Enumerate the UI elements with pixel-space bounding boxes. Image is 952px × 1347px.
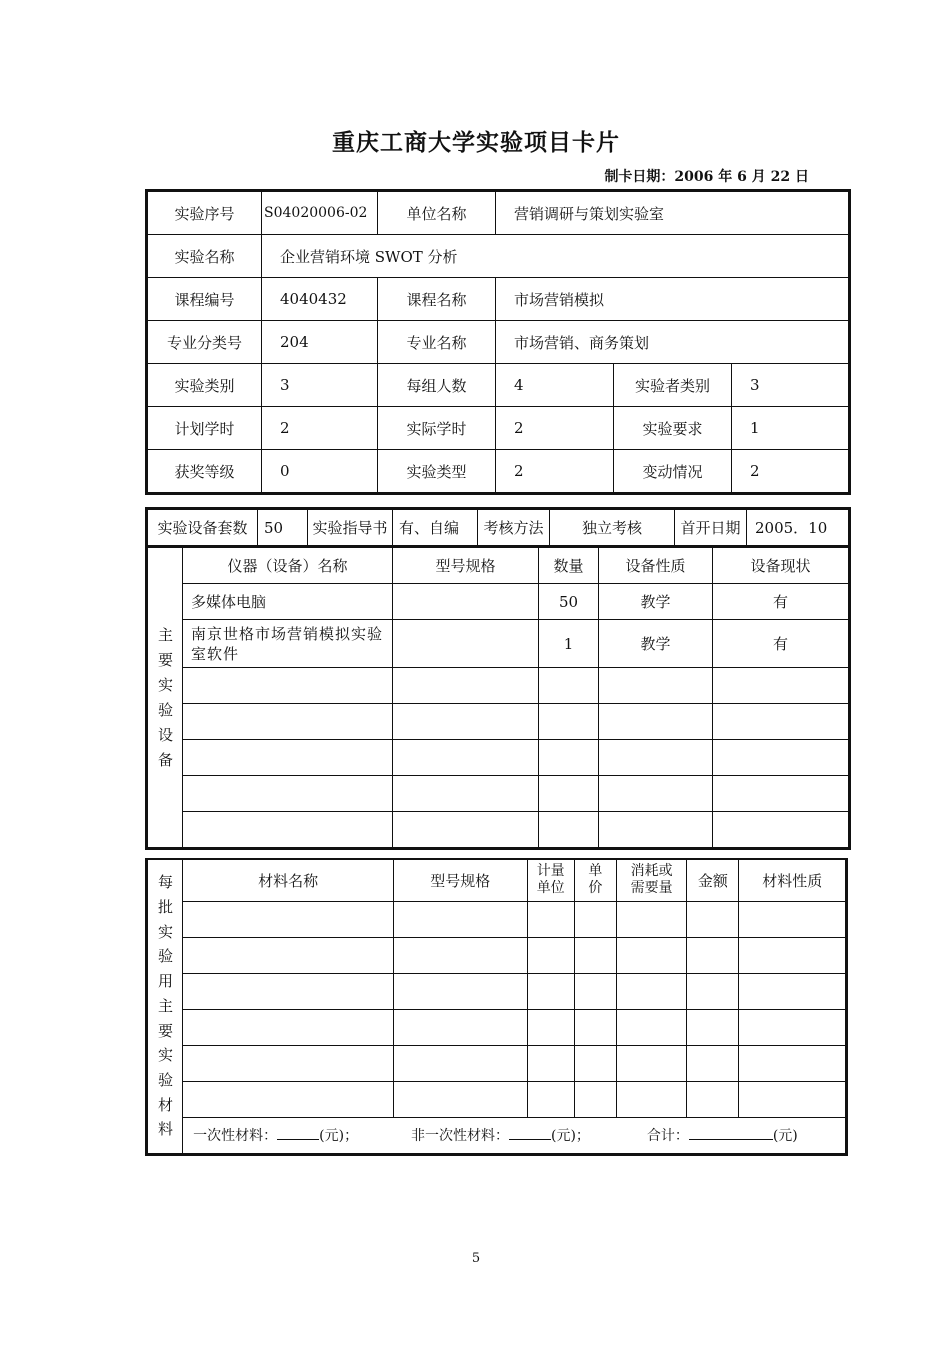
mat-cell (687, 901, 739, 937)
equip-cell: 50 (539, 584, 599, 620)
change-label: 变动情况 (614, 450, 732, 494)
table-row (147, 776, 850, 812)
major-name-value: 市场营销、商务策划 (496, 321, 850, 364)
table-row (147, 1117, 847, 1154)
table-row (147, 704, 850, 740)
mat-cell (739, 1081, 847, 1117)
table-row (147, 584, 850, 620)
table-row (147, 901, 847, 937)
equip-cell (713, 776, 850, 812)
equip-cell (393, 740, 539, 776)
equip-cell (183, 812, 393, 849)
major-code-value: 204 (262, 321, 378, 364)
table-row (147, 548, 850, 584)
page-number: 5 (471, 1251, 481, 1266)
equip-cell (393, 620, 539, 668)
first-date-label: 首开日期 (675, 509, 747, 547)
mat-cell (616, 973, 686, 1009)
equip-cell (183, 704, 393, 740)
unit-a: (元)； (319, 1128, 359, 1144)
exp-name-value: 企业营销环境 SWOT 分析 (262, 235, 850, 278)
unit-label: 单位名称 (378, 191, 496, 235)
table-row (147, 937, 847, 973)
exp-requirement-label: 实验要求 (614, 407, 732, 450)
table-row (147, 278, 850, 321)
mat-cell (687, 1009, 739, 1045)
assess-value: 独立考核 (550, 509, 675, 547)
exp-type-value: 2 (496, 450, 614, 494)
table-row (147, 859, 847, 901)
equip-cell (713, 668, 850, 704)
equip-header-model: 型号规格 (393, 548, 539, 584)
unit-value: 营销调研与策划实验室 (496, 191, 850, 235)
group-size-value: 4 (496, 364, 614, 407)
table-row (147, 1045, 847, 1081)
mat-cell (687, 973, 739, 1009)
equip-header-name: 仪器（设备）名称 (183, 548, 393, 584)
table-row (147, 235, 850, 278)
mat-cell (394, 937, 528, 973)
mat-header-unit: 计量单位 (527, 859, 574, 901)
mat-cell (739, 937, 847, 973)
total-label: 合计： (646, 1128, 689, 1144)
table-row (147, 740, 850, 776)
card-date: 制卡日期：2006 年 6 月 22 日 (604, 169, 809, 185)
course-no-label: 课程编号 (147, 278, 262, 321)
unit-b: (元)； (550, 1128, 590, 1144)
planned-hours-value: 2 (262, 407, 378, 450)
sets-value: 50 (258, 509, 308, 547)
equip-cell (183, 668, 393, 704)
equip-header-qty: 数量 (539, 548, 599, 584)
equip-cell (599, 812, 713, 849)
one-time-blank (277, 1125, 319, 1140)
change-value: 2 (732, 450, 850, 494)
equip-cell (183, 776, 393, 812)
mat-cell (183, 937, 394, 973)
mat-cell (739, 901, 847, 937)
mat-cell (616, 1045, 686, 1081)
mat-cell (394, 973, 528, 1009)
materials-side-label: 每批实验用主要实验材料 (147, 859, 183, 1154)
unit-c: (元) (772, 1128, 798, 1144)
mat-cell (616, 1009, 686, 1045)
mat-header-price: 单价 (574, 859, 616, 901)
major-code-label: 专业分类号 (147, 321, 262, 364)
exp-requirement-value: 1 (732, 407, 850, 450)
table-row (147, 191, 850, 235)
mat-header-amount: 金额 (687, 859, 739, 901)
equip-cell (713, 812, 850, 849)
mat-cell (394, 1081, 528, 1117)
equip-cell: 1 (539, 620, 599, 668)
equip-cell (713, 704, 850, 740)
course-name-value: 市场营销模拟 (496, 278, 850, 321)
equip-cell (539, 812, 599, 849)
mat-cell (183, 1081, 394, 1117)
award-level-value: 0 (262, 450, 378, 494)
mat-cell (739, 1045, 847, 1081)
mat-cell (527, 1045, 574, 1081)
equip-header-status: 设备现状 (713, 548, 850, 584)
materials-footer (183, 1117, 847, 1154)
equip-cell: 南京世格市场营销模拟实验室软件 (183, 620, 393, 668)
mat-cell (687, 1081, 739, 1117)
total-blank (689, 1125, 773, 1140)
exp-name-label: 实验名称 (147, 235, 262, 278)
materials-table (145, 858, 848, 1156)
table-row (147, 1009, 847, 1045)
equip-cell (393, 704, 539, 740)
table-row (147, 321, 850, 364)
mat-cell (616, 901, 686, 937)
planned-hours-label: 计划学时 (147, 407, 262, 450)
experimenter-type-value: 3 (732, 364, 850, 407)
mat-cell (687, 937, 739, 973)
equip-cell (393, 584, 539, 620)
mat-cell (527, 1009, 574, 1045)
table-row (147, 509, 850, 547)
table-row (147, 407, 850, 450)
equip-cell (599, 704, 713, 740)
equip-cell (599, 776, 713, 812)
mat-cell (574, 1009, 616, 1045)
page-title: 重庆工商大学实验项目卡片 (332, 129, 620, 156)
table-row (147, 450, 850, 494)
non-one-time-label: 非一次性材料： (410, 1128, 509, 1144)
assess-label: 考核方法 (478, 509, 550, 547)
mat-cell (739, 973, 847, 1009)
mat-cell (183, 901, 394, 937)
table-row (147, 668, 850, 704)
mat-header-model: 型号规格 (394, 859, 528, 901)
mat-cell (183, 1045, 394, 1081)
mat-cell (183, 973, 394, 1009)
mat-cell (527, 973, 574, 1009)
equip-cell: 教学 (599, 584, 713, 620)
table-row (147, 812, 850, 849)
equip-summary-table (145, 507, 851, 548)
mat-cell (183, 1009, 394, 1045)
mat-cell (616, 937, 686, 973)
exp-category-value: 3 (262, 364, 378, 407)
experimenter-type-label: 实验者类别 (614, 364, 732, 407)
mat-header-consumption: 消耗或需要量 (616, 859, 686, 901)
equip-cell (599, 740, 713, 776)
equip-cell (539, 704, 599, 740)
table-row (147, 1081, 847, 1117)
equipment-table (145, 547, 851, 850)
equip-cell (393, 776, 539, 812)
equip-header-nature: 设备性质 (599, 548, 713, 584)
equip-cell (599, 668, 713, 704)
mat-cell (394, 1009, 528, 1045)
table-row (147, 364, 850, 407)
mat-cell (739, 1009, 847, 1045)
non-one-time-blank (509, 1125, 551, 1140)
mat-cell (616, 1081, 686, 1117)
actual-hours-value: 2 (496, 407, 614, 450)
mat-cell (394, 901, 528, 937)
equip-cell (539, 776, 599, 812)
major-name-label: 专业名称 (378, 321, 496, 364)
exp-no-label: 实验序号 (147, 191, 262, 235)
mat-header-name: 材料名称 (183, 859, 394, 901)
equip-cell (393, 668, 539, 704)
equip-cell: 有 (713, 620, 850, 668)
equip-cell (713, 740, 850, 776)
mat-cell (574, 1045, 616, 1081)
actual-hours-label: 实际学时 (378, 407, 496, 450)
mat-cell (574, 937, 616, 973)
guide-label: 实验指导书 (308, 509, 393, 547)
mat-cell (527, 937, 574, 973)
equip-cell (393, 812, 539, 849)
mat-cell (527, 901, 574, 937)
mat-cell (574, 901, 616, 937)
exp-no-value: S04020006-02 (262, 191, 378, 235)
equip-cell: 教学 (599, 620, 713, 668)
sets-label: 实验设备套数 (147, 509, 258, 547)
info-table (145, 189, 851, 495)
course-no-value: 4040432 (262, 278, 378, 321)
mat-cell (574, 973, 616, 1009)
award-level-label: 获奖等级 (147, 450, 262, 494)
mat-cell (394, 1045, 528, 1081)
equip-cell: 有 (713, 584, 850, 620)
one-time-label: 一次性材料： (193, 1128, 278, 1144)
equipment-side-label: 主要实验设备 (147, 548, 183, 849)
table-row (147, 620, 850, 668)
table-row (147, 973, 847, 1009)
equip-cell (539, 668, 599, 704)
group-size-label: 每组人数 (378, 364, 496, 407)
mat-header-nature: 材料性质 (739, 859, 847, 901)
exp-category-label: 实验类别 (147, 364, 262, 407)
mat-cell (527, 1081, 574, 1117)
mat-cell (574, 1081, 616, 1117)
equip-cell (183, 740, 393, 776)
mat-cell (687, 1045, 739, 1081)
first-date-value: 2005．10 (747, 509, 850, 547)
guide-value: 有、自编 (393, 509, 478, 547)
exp-type-label: 实验类型 (378, 450, 496, 494)
equip-cell: 多媒体电脑 (183, 584, 393, 620)
equip-cell (539, 740, 599, 776)
course-name-label: 课程名称 (378, 278, 496, 321)
